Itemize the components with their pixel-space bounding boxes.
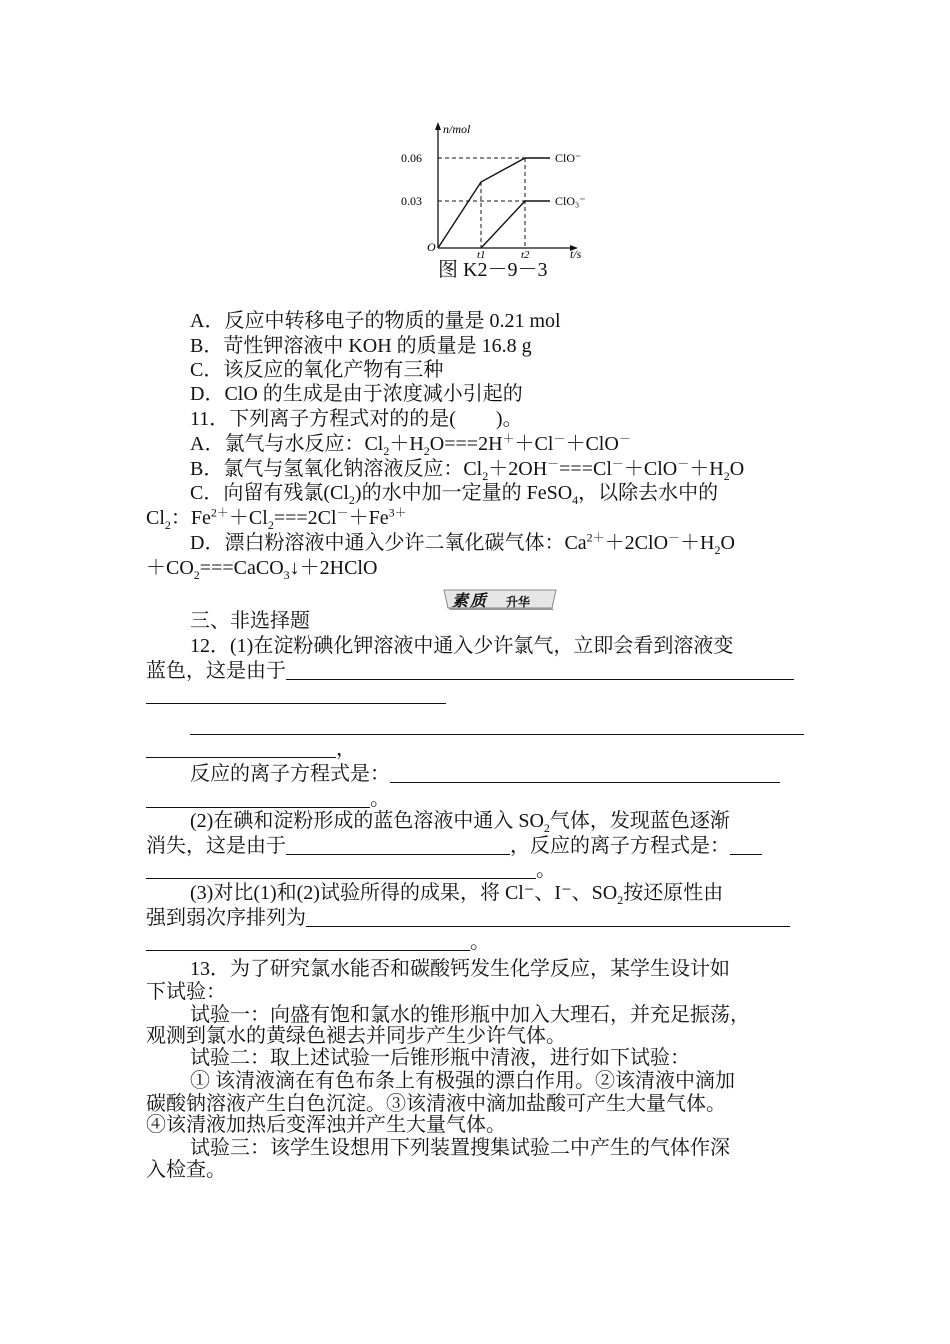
answer-blank[interactable]: [146, 858, 536, 879]
option-d: D．ClO 的生成是由于浓度减小引起的: [190, 383, 523, 405]
exp1-line2: 观测到氯水的黄绿色褪去并同步产生少许气体。: [146, 1025, 566, 1047]
badge-label-main: 素质: [452, 593, 489, 610]
answer-blank[interactable]: [146, 930, 470, 951]
option-c: C．该反应的氧化产物有三种: [190, 359, 444, 381]
q11-option-c-line2: $Cl_2$：$Fe^{2+}+Cl_2===2Cl^-+Fe^{3+}$: [146, 505, 407, 532]
series-clo3: [481, 201, 550, 248]
origin-label: O: [427, 240, 436, 254]
answer-blank[interactable]: [306, 906, 790, 927]
badge-label-sub: 升华: [506, 595, 531, 609]
x-tick-t2: t2: [521, 249, 530, 260]
q12-2-text-3: 消失，这是由于: [146, 835, 286, 857]
q12-2-text-4: ，反应的离子方程式是：: [510, 835, 730, 857]
answer-blank[interactable]: [390, 762, 780, 783]
q11b-text: B．氯气与氢氧化钠溶液反应：Cl: [190, 458, 483, 480]
q12-1-line4: [146, 714, 810, 738]
comma: ，: [336, 738, 356, 760]
q12-2-line3: [146, 858, 810, 882]
q12-3-text-1: (3)对比(1)和(2)试验所得的成果，将 Cl⁻、I⁻、SO: [190, 882, 618, 904]
option-a: A．反应中转移电子的物质的量是 0.21 mol: [190, 310, 561, 332]
y-tick-0.06: 0.06: [401, 151, 422, 165]
exp3-line1: 试验三：该学生设想用下列装置搜集试验二中产生的气体作深: [190, 1137, 730, 1159]
x-tick-t1: t1: [477, 249, 486, 260]
figure-caption: 图 K2－9－3: [438, 259, 548, 281]
q11-option-d-line2: $+CO_2===CaCO_3↓+2HClO$: [146, 557, 378, 582]
q11-option-b: B．氯气与氢氧化钠溶液反应：$Cl_2+2OH^-===Cl^-+ClO^-+H_2O$: [190, 456, 745, 483]
answer-blank[interactable]: [286, 834, 510, 855]
q11c-text-4: Cl: [146, 507, 165, 529]
q12-1-line1: 12．(1)在淀粉碘化钾溶液中通入少许氯气，立即会看到溶液变: [190, 635, 734, 657]
q11-option-d-line1: D．漂白粉溶液中通入少许二氧化碳气体：$Ca^{2+}+2ClO^-+H_2O$: [190, 530, 735, 557]
q11d-text-1: D．漂白粉溶液中通入少许二氧化碳气体：Ca: [190, 532, 587, 554]
q11c-text-2: )的水中加一定量的 FeSO: [354, 482, 573, 504]
answer-blank[interactable]: [146, 787, 370, 808]
answer-blank[interactable]: [190, 714, 804, 735]
y-axis-label: n/mol: [443, 122, 471, 136]
q12-2-text-1: (2)在碘和淀粉形成的蓝色溶液中通入 SO: [190, 810, 544, 832]
exp2-item2: 碳酸钠溶液产生白色沉淀。③该清液中滴加盐酸可产生大量气体。: [146, 1093, 726, 1115]
series-label-clo3: ClO₃⁻: [555, 194, 586, 208]
exp2-item1: ① 该清液滴在有色布条上有极强的漂白作用。②该清液中滴加: [190, 1070, 735, 1092]
exp3-line2: 入检查。: [146, 1159, 226, 1181]
q12-3-text-2: 按还原性由: [623, 882, 724, 904]
q12-1-line7: [146, 787, 810, 811]
q11c-text-3: ，以除去水中的: [578, 482, 719, 504]
answer-blank[interactable]: [146, 737, 336, 758]
q12-1-text: 蓝色，这是由于: [146, 660, 286, 682]
option-b: B．苛性钾溶液中 KOH 的质量是 16.8 g: [190, 335, 532, 357]
answer-blank[interactable]: [286, 659, 794, 680]
q11-option-a: A．氯气与水反应：$Cl_2+H_2O===2H^++Cl^-+ClO^-$: [190, 431, 631, 458]
q11-option-c-line1: C．向留有残氯$(Cl_2)$的水中加一定量的 FeSO$_4$，以除去水中的: [190, 482, 719, 507]
answer-blank[interactable]: [730, 834, 762, 855]
answer-blank[interactable]: [146, 683, 446, 704]
exp2-item3: ④该清液加热后变浑浊并产生大量气体。: [146, 1114, 506, 1136]
q12-1-eq-text: 反应的离子方程式是：: [190, 763, 390, 785]
q12-2-line1: (2)在碘和淀粉形成的蓝色溶液中通入 $SO_2$气体，发现蓝色逐渐: [190, 810, 730, 835]
period: 。: [370, 788, 390, 810]
x-axis-label: t/s: [570, 247, 582, 260]
q13-line2: 下试验：: [146, 981, 226, 1003]
q11c-text-1: C．向留有残氯(Cl: [190, 482, 349, 504]
q12-1-line5: [146, 737, 810, 761]
reaction-graph: [395, 120, 605, 280]
q12-3-text-3: 强到弱次序排列为: [146, 907, 306, 929]
exp1-line1: 试验一：向盛有饱和氯水的锥形瓶中加入大理石，并充足振荡，: [190, 1004, 750, 1026]
q12-1-line3: [146, 683, 810, 707]
y-axis-arrow-icon: [435, 122, 441, 130]
period: 。: [470, 931, 490, 953]
q12-2-text-2: 气体，发现蓝色逐渐: [549, 810, 730, 832]
q12-3-line3: [146, 930, 810, 954]
q12-3-line1: (3)对比(1)和(2)试验所得的成果，将 Cl⁻、I⁻、$SO_2$按还原性由: [190, 882, 724, 907]
q11d-text-2: ＋CO: [146, 557, 194, 579]
section-3-heading: 三、非选择题: [190, 610, 310, 632]
q11a-text: A．氯气与水反应：Cl: [190, 433, 384, 455]
q12-3-line2: [146, 906, 810, 930]
question-11: 11．下列离子方程式对的的是( )。: [190, 408, 523, 430]
series-label-clo: ClO⁻: [555, 151, 582, 165]
exp2-line: 试验二：取上述试验一后锥形瓶中清液，进行如下试验：: [190, 1047, 690, 1069]
q12-2-line2: [146, 834, 810, 858]
q13-line1: 13．为了研究氯水能否和碳酸钙发生化学反应，某学生设计如: [190, 958, 730, 980]
q12-1-line2: [146, 659, 810, 683]
period: 。: [536, 859, 556, 881]
graph-svg: [395, 120, 605, 260]
q12-1-line6: [146, 762, 810, 786]
y-tick-0.03: 0.03: [401, 194, 422, 208]
